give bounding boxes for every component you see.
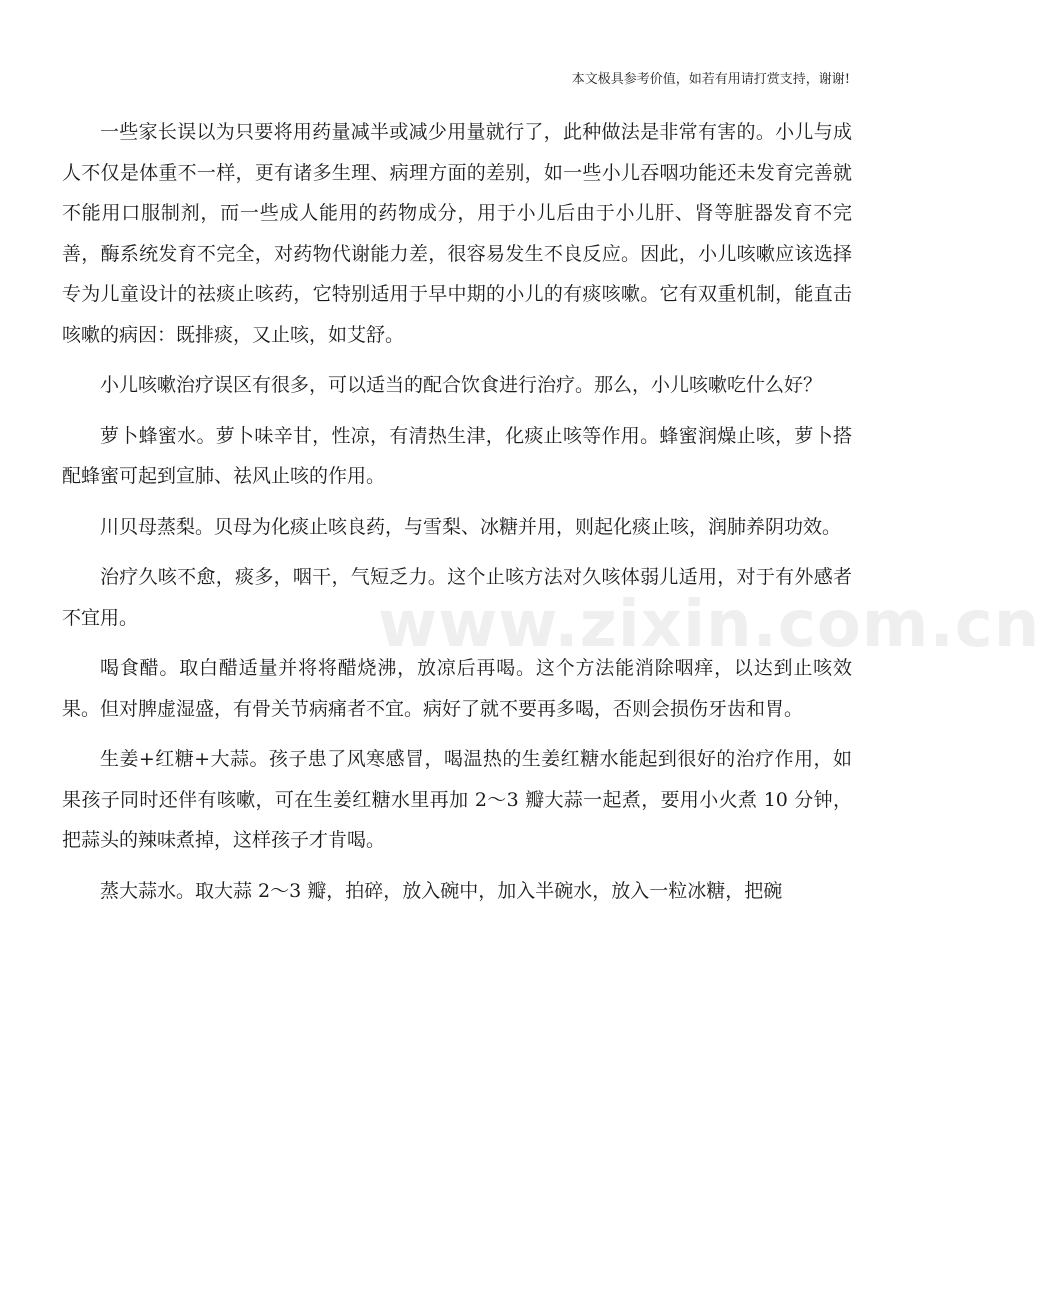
paragraph-3: 萝卜蜂蜜水。萝卜味辛甘，性凉，有清热生津，化痰止咳等作用。蜂蜜润燥止咳，萝卜搭配蜂蜜可起到宣肺、祛风止咳的作用。 bbox=[62, 424, 852, 487]
paragraph-1: 一些家长误以为只要将用药量减半或减少用量就行了，此种做法是非常有害的。小儿与成人不仅是体重不一样，更有诸多生理、病理方面的差别，如一些小儿吞咽功能还未发育完善就不能用口服制剂，而一些成人能用的药物成分，用于小儿后由于小儿肝、肾等脏器发育不完善，酶系统发育不完全，对药物代谢能力差，很容易发生不良反应。因此，小儿咳嗽应该选择专为儿童设计的祛痰止咳药，它特别适用于早中期的小儿的有痰咳嗽。它有双重机制，能直击咳嗽的病因：既排痰，又止咳，如艾舒。 bbox=[62, 121, 852, 346]
header-note: 本文极具参考价值，如若有用请打赏支持，谢谢! bbox=[571, 72, 850, 87]
watermark-text: www.zixin.com.cn bbox=[378, 588, 1040, 662]
paragraph-7: 生姜+红糖+大蒜。孩子患了风寒感冒，喝温热的生姜红糖水能起到很好的治疗作用，如果孩子同时还伴有咳嗽，可在生姜红糖水里再加 2～3 瓣大蒜一起煮，要用小火煮 10 分钟，把蒜头的辣味煮掉，这样孩子才肯喝。 bbox=[62, 748, 852, 851]
document-body bbox=[62, 112, 852, 921]
paragraph-4: 川贝母蒸梨。贝母为化痰止咳良药，与雪梨、冰糖并用，则起化痰止咳，润肺养阴功效。 bbox=[100, 515, 842, 538]
paragraph-8: 蒸大蒜水。取大蒜 2～3 瓣，拍碎，放入碗中，加入半碗水，放入一粒冰糖，把碗 bbox=[100, 879, 783, 902]
paragraph-6: 喝食醋。取白醋适量并将将醋烧沸，放凉后再喝。这个方法能消除咽痒，以达到止咳效果。但对脾虚湿盛，有骨关节病痛者不宜。病好了就不要再多喝，否则会损伤牙齿和胃。 bbox=[62, 657, 852, 720]
paragraph-2: 小儿咳嗽治疗误区有很多，可以适当的配合饮食进行治疗。那么，小儿咳嗽吃什么好？ bbox=[100, 374, 823, 396]
paragraph-5: 治疗久咳不愈，痰多，咽干，气短乏力。这个止咳方法对久咳体弱儿适用，对于有外感者不宜用。 bbox=[62, 566, 852, 629]
